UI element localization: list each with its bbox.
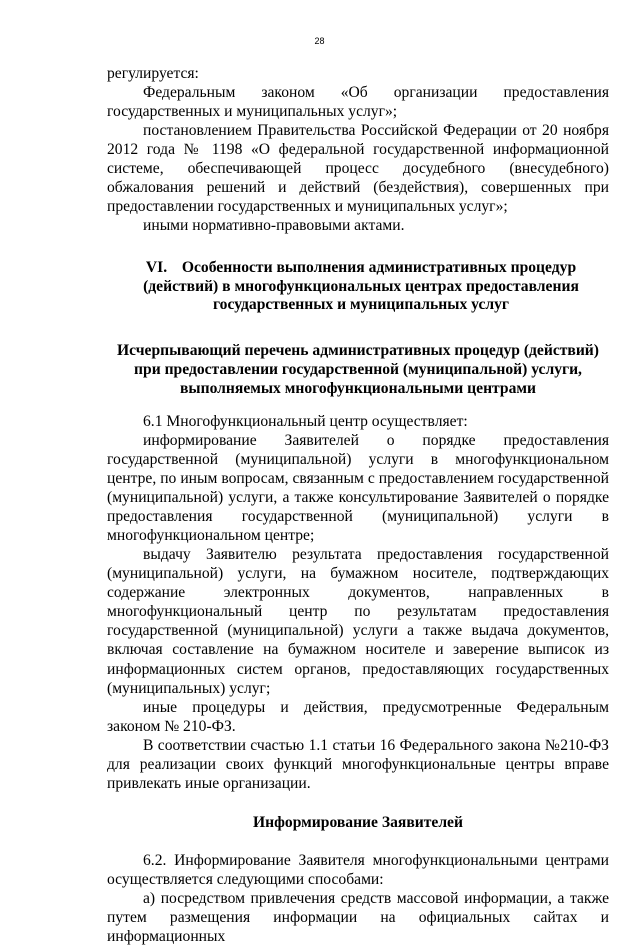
paragraph: иные процедуры и действия, предусмотренные Федеральным законом № 210-ФЗ. — [107, 698, 609, 735]
paragraph: Федеральным законом «Об организации предоставления государственных и муниципальных услуг»; — [107, 84, 609, 121]
section-heading — [107, 259, 609, 315]
section-number: VI. — [145, 259, 168, 277]
subheading: Исчерпывающий перечень административных процедур (действий) при предоставлении государственной (муниципальной) услуги, выполняемых многофункциональными центрами — [117, 341, 599, 397]
subheading: Информирование Заявителей — [253, 813, 463, 831]
paragraph: регулируется: — [107, 65, 199, 82]
document-body — [107, 64, 609, 946]
paragraph: В соответствии счастью 1.1 статьи 16 Федерального закона №210-ФЗ для реализации своих функций многофункциональные центры вправе привлекать иные организации. — [107, 736, 609, 792]
section-title: Особенности выполнения административных процедур (действий) в многофункциональных центрах предоставления государственных и муниципальных услуг — [143, 259, 579, 314]
paragraph: 6.2. Информирование Заявителя многофункциональными центрами осуществляется следующими способами: — [107, 851, 609, 888]
paragraph: выдачу Заявителю результата предоставления государственной (муниципальной) услуги, на бумажном носителе, подтверждающих содержание электронных документов, направленных в многофункциональный центр по результатам предоставления государственной (муниципальной) услуги а также выдача документов, включая составление на бумажном носителе и заверение выписок из информационных систем органов, предоставляющих государственных (муниципальных) услуг; — [107, 546, 609, 697]
page-number: 28 — [314, 36, 325, 46]
paragraph: постановлением Правительства Российской Федерации от 20 ноября 2012 года № 1198 «О федеральной государственной информационной системе, обеспечивающей процесс досудебного (внесудебного) обжалования решений и действий (бездействия), совершенных при предоставлении государственных и муниципальных услуг»; — [107, 122, 609, 216]
paragraph: иными нормативно-правовыми актами. — [143, 217, 405, 235]
paragraph: а) посредством привлечения средств массовой информации, а также путем размещения информации на официальных сайтах и информационных — [107, 889, 609, 946]
paragraph: информирование Заявителей о порядке предоставления государственной (муниципальной) услуги в многофункциональном центре, по иным вопросам, связанным с предоставлением государственной (муниципальной) услуги, а также консультирование Заявителей о порядке предоставления государственной (муниципальной) услуги в многофункциональном центре; — [107, 431, 609, 545]
paragraph: 6.1 Многофункциональный центр осуществляет: — [143, 412, 468, 430]
